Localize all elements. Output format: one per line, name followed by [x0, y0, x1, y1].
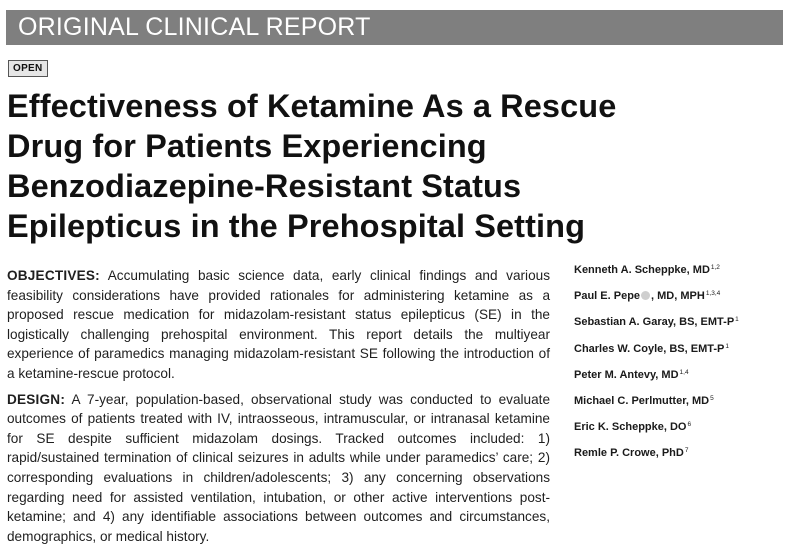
- author-name-suffix: , MD, MPH: [651, 290, 705, 303]
- author-affiliation: 1: [725, 342, 729, 350]
- author-affiliation: 1,4: [679, 368, 689, 376]
- author-affiliation: 1: [735, 316, 739, 324]
- author-affiliation: 1,3,4: [705, 290, 721, 298]
- author-name: Paul E. Pepe: [574, 290, 641, 303]
- objectives-paragraph: [7, 266, 550, 384]
- author-name: Eric K. Scheppke, DO: [574, 421, 687, 434]
- abstract: [7, 266, 550, 552]
- orcid-icon[interactable]: [641, 291, 650, 300]
- author-item: [574, 308, 789, 334]
- author-name: Peter M. Antevy, MD: [574, 368, 679, 381]
- author-name: Sebastian A. Garay, BS, EMT-P: [574, 316, 735, 329]
- author-list: [574, 256, 789, 466]
- author-item: [574, 361, 789, 387]
- article-title: [7, 86, 687, 246]
- author-affiliation: 5: [710, 395, 714, 403]
- author-name: Michael C. Perlmutter, MD: [574, 395, 710, 408]
- title-line: Benzodiazepine-Resistant Status: [7, 168, 522, 204]
- objectives-label: OBJECTIVES:: [7, 268, 100, 283]
- author-item: [574, 335, 789, 361]
- title-line: Effectiveness of Ketamine As a Rescue: [7, 88, 617, 124]
- design-paragraph: [7, 390, 550, 547]
- author-item: [574, 282, 789, 308]
- title-line: Epilepticus in the Prehospital Setting: [7, 208, 586, 244]
- author-name: Kenneth A. Scheppke, MD: [574, 264, 710, 276]
- author-item: [574, 256, 789, 282]
- author-name: Charles W. Coyle, BS, EMT-P: [574, 342, 725, 355]
- author-item: [574, 439, 789, 465]
- objectives-text: Accumulating basic science data, early clinical findings and various feasibility considerations have provided rationales for administering ketamine as a proposed rescue medication for midazolam-resistant status epilepticus (SE) in the logistically challenging prehospital environment. This report details the multiyear experience of paramedics managing midazolam-resistant SE following the introduction of a ketamine-rescue protocol.: [7, 268, 550, 381]
- author-item: [574, 413, 789, 439]
- design-text: A 7-year, population-based, observational study was conducted to evaluate outcomes of patients treated with IV, intraosseous, intramuscular, or intranasal ketamine for SE despite sufficient midazolam dosings. Tracked outcomes included: 1) rapid/sustained termination of clinical seizures in adults while under paramedics’ care; 2) corresponding evaluations in children/adolescents; 3) any concerning observations regarding need for assisted ventilation, intubation, or other active interventions post-ketamine; and 4) any identifiable associations between outcomes and circumstances, demographics, or medical history.: [7, 391, 551, 544]
- author-name: Remle P. Crowe, PhD: [574, 447, 684, 460]
- author-affiliation: 6: [687, 421, 692, 429]
- author-affiliation: 7: [684, 447, 689, 455]
- author-item: [574, 387, 789, 413]
- author-affiliation: 1,2: [710, 264, 720, 271]
- section-banner: ORIGINAL CLINICAL REPORT: [6, 10, 783, 45]
- open-access-badge: OPEN: [8, 60, 48, 77]
- title-line: Drug for Patients Experiencing: [7, 128, 487, 164]
- design-label: DESIGN:: [7, 391, 66, 407]
